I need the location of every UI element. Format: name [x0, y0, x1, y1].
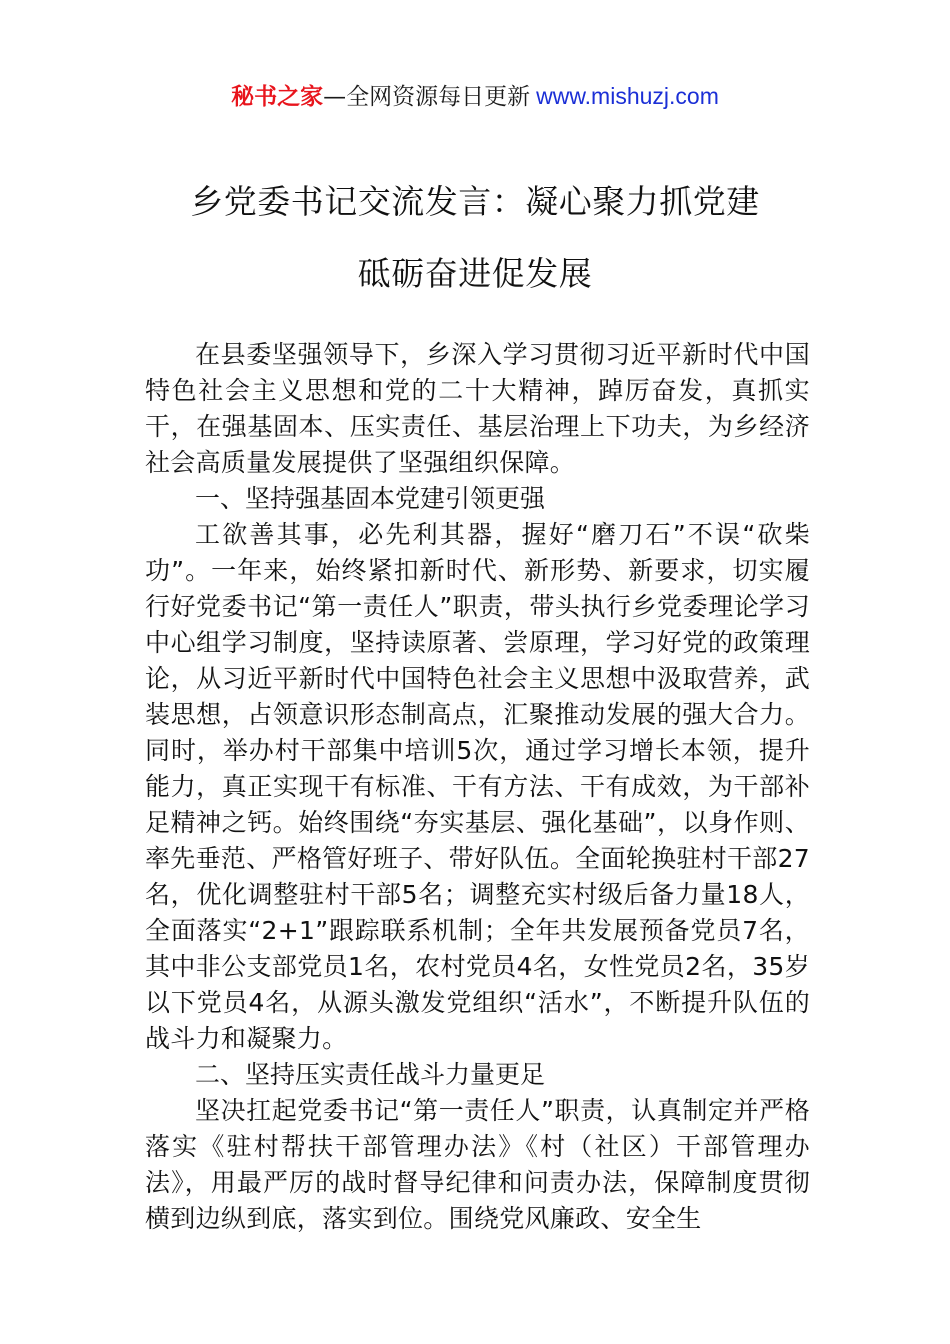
site-header	[0, 80, 950, 113]
site-url-link[interactable]: www.mishuzj.com	[536, 83, 719, 109]
paragraph-intro: 在县委坚强领导下，乡深入学习贯彻习近平新时代中国特色社会主义思想和党的二十大精神，踔厉奋发，真抓实干，在强基固本、压实责任、基层治理上下功夫，为乡经济社会高质量发展提供了坚强组织保障。	[145, 340, 810, 477]
document-body	[145, 337, 810, 1237]
paragraph-section-2: 坚决扛起党委书记“第一责任人”职责，认真制定并严格落实《驻村帮扶干部管理办法》《村（社区）干部管理办法》，用最严厉的战时督导纪律和问责办法，保障制度贯彻横到边纵到底，落实到位。围绕党风廉政、安全生	[145, 1096, 810, 1233]
section-heading-1: 一、坚持强基固本党建引领更强	[195, 484, 546, 513]
document-title-line-2: 砥砺奋进促发展	[357, 254, 593, 293]
brand-name: 秘书之家	[231, 84, 324, 110]
section-heading-2: 二、坚持压实责任战斗力量更足	[195, 1060, 546, 1089]
header-tagline: 全网资源每日更新	[346, 84, 531, 110]
paragraph-section-1: 工欲善其事，必先利其器，握好“磨刀石”不误“砍柴功”。一年来，始终紧扣新时代、新形势、新要求，切实履行好党委书记“第一责任人”职责，带头执行乡党委理论学习中心组学习制度，坚持读原著、尝原理，学习好党的政策理论，从习近平新时代中国特色社会主义思想中汲取营养，武装思想，占领意识形态制高点，汇聚推动发展的强大合力。同时，举办村干部集中培训5次，通过学习增长本领，提升能力，真正实现干有标准、干有方法、干有成效，为干部补足精神之钙。始终围绕“夯实基层、强化基础”，以身作则、率先垂范、严格管好班子、带好队伍。全面轮换驻村干部27名，优化调整驻村干部5名；调整充实村级后备力量18人，全面落实“2+1”跟踪联系机制；全年共发展预备党员7名，其中非公支部党员1名，农村党员4名，女性党员2名，35岁以下党员4名，从源头激发党组织“活水”，不断提升队伍的战斗力和凝聚力。	[145, 520, 810, 1053]
header-dash: —	[323, 84, 347, 110]
document-title-line-1: 乡党委书记交流发言：凝心聚力抓党建	[190, 182, 760, 221]
